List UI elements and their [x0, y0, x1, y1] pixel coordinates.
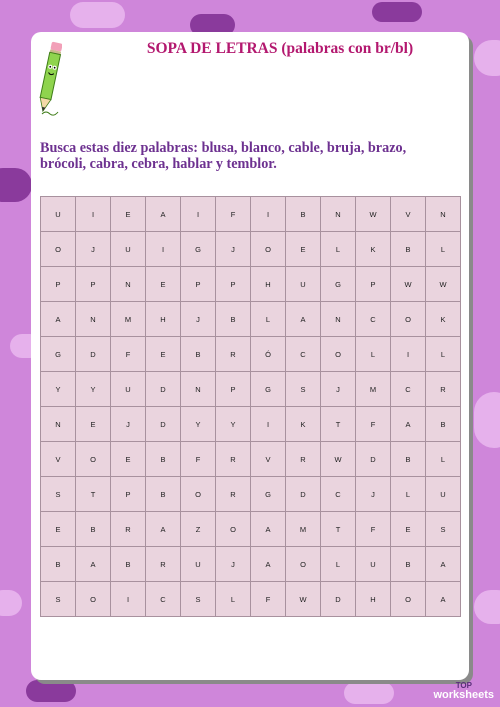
grid-cell[interactable]: P: [111, 477, 146, 512]
grid-cell[interactable]: A: [286, 302, 321, 337]
grid-cell[interactable]: T: [321, 512, 356, 547]
grid-cell[interactable]: N: [181, 372, 216, 407]
grid-cell[interactable]: M: [356, 372, 391, 407]
grid-cell[interactable]: S: [41, 477, 76, 512]
grid-cell[interactable]: E: [41, 512, 76, 547]
grid-cell[interactable]: H: [146, 302, 181, 337]
grid-cell[interactable]: B: [181, 337, 216, 372]
grid-cell[interactable]: F: [356, 407, 391, 442]
grid-cell[interactable]: L: [321, 547, 356, 582]
grid-cell[interactable]: A: [146, 512, 181, 547]
grid-cell[interactable]: Y: [41, 372, 76, 407]
grid-cell[interactable]: O: [41, 232, 76, 267]
grid-cell[interactable]: D: [146, 407, 181, 442]
grid-cell[interactable]: L: [426, 442, 461, 477]
grid-cell[interactable]: R: [111, 512, 146, 547]
grid-cell[interactable]: U: [286, 267, 321, 302]
grid-cell[interactable]: N: [76, 302, 111, 337]
grid-cell[interactable]: S: [181, 582, 216, 617]
grid-cell[interactable]: R: [146, 547, 181, 582]
grid-cell[interactable]: O: [76, 442, 111, 477]
grid-cell[interactable]: K: [426, 302, 461, 337]
grid-cell[interactable]: B: [41, 547, 76, 582]
grid-cell[interactable]: P: [181, 267, 216, 302]
grid-cell[interactable]: B: [391, 547, 426, 582]
pencil-icon: [38, 40, 62, 118]
grid-cell[interactable]: N: [321, 302, 356, 337]
word-search-grid: [40, 196, 461, 617]
grid-cell[interactable]: P: [216, 372, 251, 407]
grid-cell[interactable]: P: [356, 267, 391, 302]
grid-cell[interactable]: J: [181, 302, 216, 337]
logo-top-text: TOP: [455, 681, 472, 690]
grid-cell[interactable]: B: [286, 197, 321, 232]
grid-cell[interactable]: N: [41, 407, 76, 442]
grid-cell[interactable]: U: [181, 547, 216, 582]
grid-cell[interactable]: P: [41, 267, 76, 302]
grid-cell[interactable]: K: [286, 407, 321, 442]
grid-cell[interactable]: P: [216, 267, 251, 302]
grid-cell[interactable]: L: [321, 232, 356, 267]
grid-cell[interactable]: L: [251, 302, 286, 337]
grid-cell[interactable]: M: [111, 302, 146, 337]
grid-cell[interactable]: D: [356, 442, 391, 477]
grid-cell[interactable]: R: [216, 337, 251, 372]
grid-cell[interactable]: C: [146, 582, 181, 617]
grid-cell[interactable]: E: [146, 337, 181, 372]
grid-cell[interactable]: V: [41, 442, 76, 477]
grid-cell[interactable]: F: [111, 337, 146, 372]
grid-cell[interactable]: O: [286, 547, 321, 582]
grid-cell[interactable]: B: [111, 547, 146, 582]
grid-cell[interactable]: E: [146, 267, 181, 302]
grid-cell[interactable]: I: [251, 197, 286, 232]
grid-cell[interactable]: G: [41, 337, 76, 372]
grid-cell[interactable]: I: [391, 337, 426, 372]
grid-cell[interactable]: A: [426, 547, 461, 582]
grid-cell[interactable]: L: [426, 232, 461, 267]
grid-cell[interactable]: Y: [76, 372, 111, 407]
grid-cell[interactable]: F: [356, 512, 391, 547]
grid-cell[interactable]: J: [216, 232, 251, 267]
grid-cell[interactable]: I: [111, 582, 146, 617]
grid-cell[interactable]: G: [251, 372, 286, 407]
grid-cell[interactable]: A: [41, 302, 76, 337]
grid-cell[interactable]: W: [356, 197, 391, 232]
grid-cell[interactable]: V: [391, 197, 426, 232]
grid-cell[interactable]: J: [76, 232, 111, 267]
grid-cell[interactable]: U: [41, 197, 76, 232]
grid-cell[interactable]: O: [321, 337, 356, 372]
grid-cell[interactable]: G: [181, 232, 216, 267]
grid-cell[interactable]: L: [426, 337, 461, 372]
grid-cell[interactable]: T: [321, 407, 356, 442]
grid-cell[interactable]: W: [391, 267, 426, 302]
grid-cell[interactable]: V: [251, 442, 286, 477]
grid-cell[interactable]: W: [426, 267, 461, 302]
grid-cell[interactable]: A: [251, 512, 286, 547]
grid-cell[interactable]: P: [76, 267, 111, 302]
grid-cell[interactable]: I: [251, 407, 286, 442]
grid-cell[interactable]: N: [111, 267, 146, 302]
grid-cell[interactable]: E: [286, 232, 321, 267]
grid-cell[interactable]: L: [356, 337, 391, 372]
grid-cell[interactable]: O: [391, 302, 426, 337]
grid-cell[interactable]: D: [76, 337, 111, 372]
grid-cell[interactable]: O: [181, 477, 216, 512]
grid-cell[interactable]: B: [146, 442, 181, 477]
grid-cell[interactable]: S: [41, 582, 76, 617]
grid-cell[interactable]: Ó: [251, 337, 286, 372]
grid-cell[interactable]: E: [391, 512, 426, 547]
grid-cell[interactable]: E: [111, 197, 146, 232]
grid-cell[interactable]: O: [391, 582, 426, 617]
grid-cell[interactable]: K: [356, 232, 391, 267]
grid-cell[interactable]: H: [356, 582, 391, 617]
grid-cell[interactable]: D: [321, 582, 356, 617]
grid-cell[interactable]: U: [111, 372, 146, 407]
grid-cell[interactable]: O: [251, 232, 286, 267]
logo-worksheets-text: worksheets: [433, 689, 494, 701]
grid-cell[interactable]: S: [426, 512, 461, 547]
grid-cell[interactable]: J: [216, 547, 251, 582]
grid-cell[interactable]: D: [286, 477, 321, 512]
grid-cell[interactable]: E: [76, 407, 111, 442]
grid-cell[interactable]: A: [146, 197, 181, 232]
grid-cell[interactable]: F: [251, 582, 286, 617]
grid-cell[interactable]: R: [426, 372, 461, 407]
grid-cell[interactable]: C: [286, 337, 321, 372]
grid-cell[interactable]: N: [426, 197, 461, 232]
grid-cell[interactable]: O: [216, 512, 251, 547]
grid-cell[interactable]: J: [321, 372, 356, 407]
grid-cell[interactable]: F: [181, 442, 216, 477]
grid-cell[interactable]: D: [146, 372, 181, 407]
grid-cell[interactable]: C: [356, 302, 391, 337]
grid-cell[interactable]: L: [216, 582, 251, 617]
grid-cell[interactable]: Y: [216, 407, 251, 442]
grid-cell[interactable]: R: [216, 477, 251, 512]
instructions-text: Busca estas diez palabras: blusa, blanco, cable, bruja, brazo, brócoli, cabra, cebra, hablar y temblor.: [40, 140, 407, 172]
grid-cell[interactable]: S: [286, 372, 321, 407]
grid-cell[interactable]: I: [146, 232, 181, 267]
grid-cell[interactable]: R: [216, 442, 251, 477]
grid-cell[interactable]: B: [216, 302, 251, 337]
grid-cell[interactable]: R: [286, 442, 321, 477]
grid-cell[interactable]: A: [426, 582, 461, 617]
grid-cell[interactable]: O: [76, 582, 111, 617]
grid-cell[interactable]: F: [216, 197, 251, 232]
grid-cell[interactable]: B: [146, 477, 181, 512]
grid-cell[interactable]: A: [251, 547, 286, 582]
grid-cell[interactable]: T: [76, 477, 111, 512]
grid-cell[interactable]: M: [286, 512, 321, 547]
grid-cell[interactable]: C: [391, 372, 426, 407]
grid-cell[interactable]: J: [356, 477, 391, 512]
grid-cell[interactable]: L: [391, 477, 426, 512]
grid-cell[interactable]: B: [76, 512, 111, 547]
grid-cell[interactable]: G: [251, 477, 286, 512]
brand-logo: [433, 682, 494, 701]
grid-cell[interactable]: B: [426, 407, 461, 442]
grid-cell[interactable]: B: [391, 442, 426, 477]
grid-cell[interactable]: U: [356, 547, 391, 582]
grid-cell[interactable]: C: [321, 477, 356, 512]
grid-cell[interactable]: I: [181, 197, 216, 232]
grid-cell[interactable]: A: [76, 547, 111, 582]
grid-cell[interactable]: E: [111, 442, 146, 477]
page-title: SOPA DE LETRAS (palabras con br/bl): [146, 40, 414, 57]
grid-cell[interactable]: I: [76, 197, 111, 232]
grid-cell[interactable]: J: [111, 407, 146, 442]
grid-cell[interactable]: Y: [181, 407, 216, 442]
grid-cell[interactable]: W: [321, 442, 356, 477]
grid-cell[interactable]: H: [251, 267, 286, 302]
grid-cell[interactable]: A: [391, 407, 426, 442]
grid-cell[interactable]: G: [321, 267, 356, 302]
grid-cell[interactable]: W: [286, 582, 321, 617]
grid-cell[interactable]: U: [426, 477, 461, 512]
grid-cell[interactable]: U: [111, 232, 146, 267]
grid-cell[interactable]: B: [391, 232, 426, 267]
grid-cell[interactable]: N: [321, 197, 356, 232]
grid-cell[interactable]: Z: [181, 512, 216, 547]
